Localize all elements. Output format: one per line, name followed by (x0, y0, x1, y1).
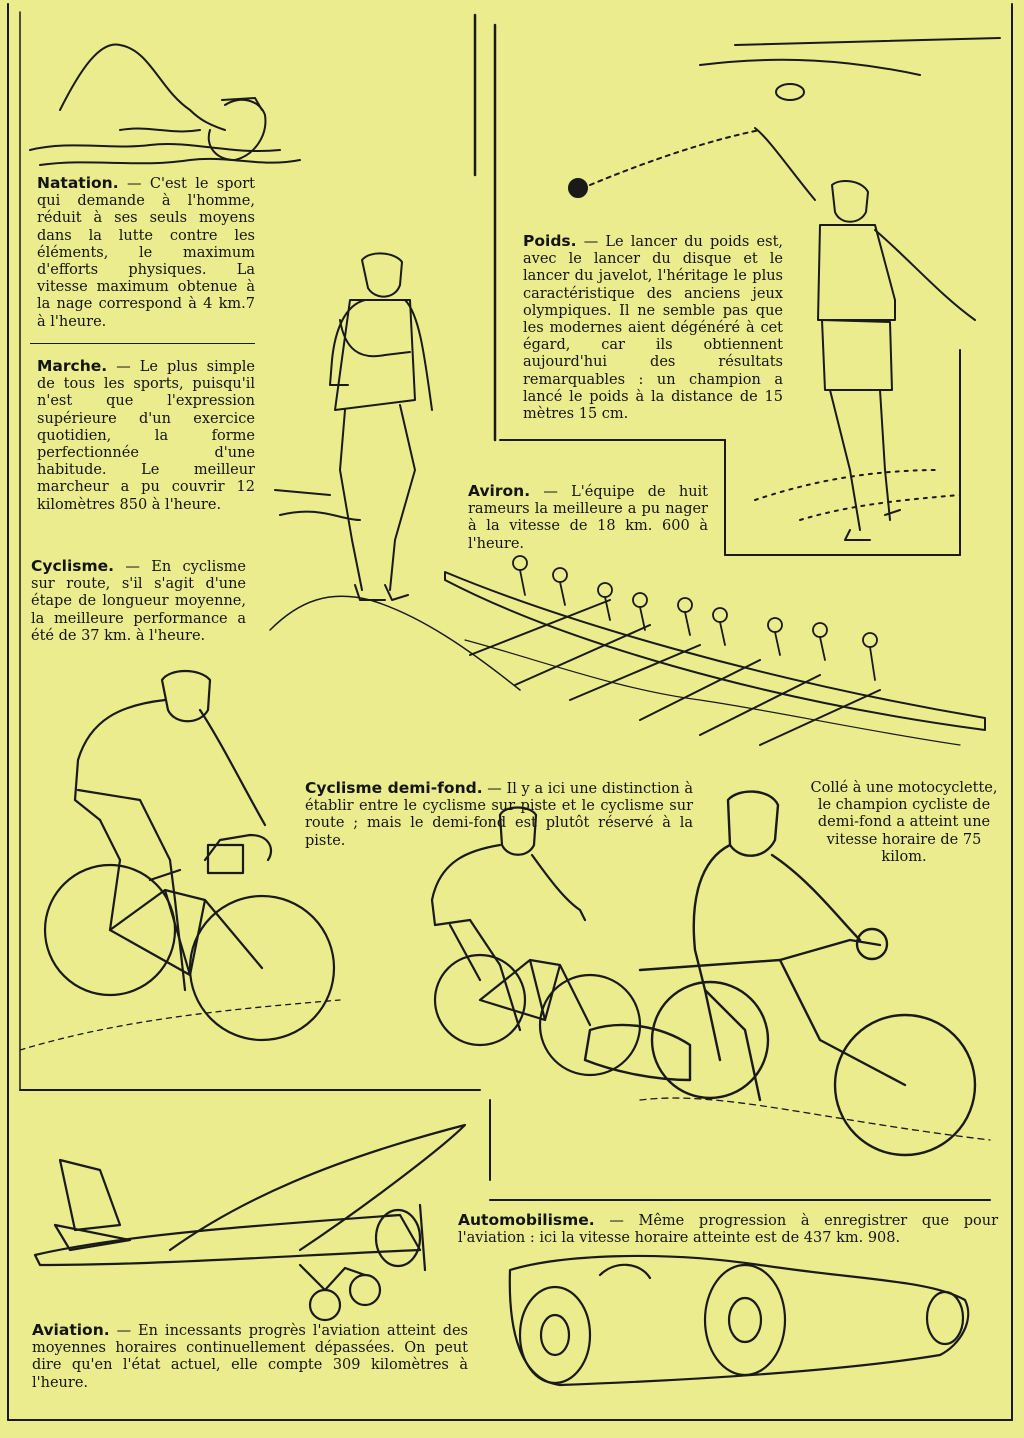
airplane-illustration (35, 1125, 465, 1320)
aviron-text (468, 483, 708, 553)
aviation-body: — En incessants progrès l'aviation atteint des moyennes horaires continuellement dépassées. On peut dire qu'en l'état actuel, elle compte 309 kilomètres à l'heure. (32, 1323, 468, 1391)
marche-body: — Le plus simple de tous les sports, puisqu'il n'est que l'expression supérieure d'un exercice quotidien, la forme perfectionnée d'une habitude. Le meilleur marcheur a pu couvrir 12 kilomètres 850 à l'heure. (37, 359, 255, 513)
racing-car-illustration (510, 1256, 968, 1385)
demifond-moto-text (810, 780, 998, 866)
marche-text (37, 358, 255, 514)
aviation-title: Aviation. (32, 1321, 110, 1339)
poids-text (523, 233, 783, 423)
aviron-body: — L'équipe de huit rameurs la meilleure a pu nager à la vitesse de 18 km. 600 à l'heure. (468, 484, 709, 552)
demifond-title: Cyclisme demi-fond. (305, 779, 483, 797)
cyclisme-body: — En cyclisme sur route, s'il s'agit d'une étape de longueur moyenne, la meilleure performance a été de 37 km. à l'heure. (31, 559, 247, 644)
cyclisme-text (31, 558, 246, 645)
walker-illustration (270, 253, 520, 690)
automobilisme-body: — Même progression à enregistrer que pour l'aviation : ici la vitesse horaire atteinte est de 437 km. 908. (458, 1213, 999, 1247)
road-cyclist-illustration (20, 671, 340, 1050)
demifond-body: — Il y a ici une distinction à établir entre le cyclisme sur piste et le cyclisme sur route ; mais le demi-fond est plutôt réservé à la piste. (305, 781, 693, 849)
aviation-text (32, 1322, 468, 1392)
demifond-moto-body: Collé à une motocyclette, le champion cycliste de demi-fond a atteint une vitesse horaire de 75 kilom. (810, 780, 998, 865)
natation-text (37, 175, 255, 331)
swimmer-illustration (30, 44, 300, 165)
poids-title: Poids. (523, 232, 577, 250)
natation-divider (30, 343, 255, 344)
natation-title: Natation. (37, 174, 119, 192)
natation-body: — C'est le sport qui demande à l'homme, réduit à ses seuls moyens dans la lutte contre les éléments, le maximum d'efforts physiques. La vitesse maximum obtenue à la nage correspond à 4 km.7 à l'heure. (37, 176, 256, 330)
automobilisme-text (458, 1212, 998, 1247)
rowing-boat-illustration (445, 556, 985, 745)
demifond-text (305, 780, 693, 850)
cyclisme-title: Cyclisme. (31, 557, 115, 575)
automobilisme-title: Automobilisme. (458, 1211, 595, 1229)
marche-title: Marche. (37, 357, 108, 375)
aviron-title: Aviron. (468, 482, 531, 500)
poids-body: — Le lancer du poids est, avec le lancer du disque et le lancer du javelot, l'héritage le plus caractéristique des anciens jeux olympiques. Il ne semble pas que les modernes aient dégénéré à cet égard, car ils obtiennent aujourd'hui des résultats remarquables : un champion a lancé le poids à la distance de 15 mètres 15 cm. (523, 234, 784, 423)
